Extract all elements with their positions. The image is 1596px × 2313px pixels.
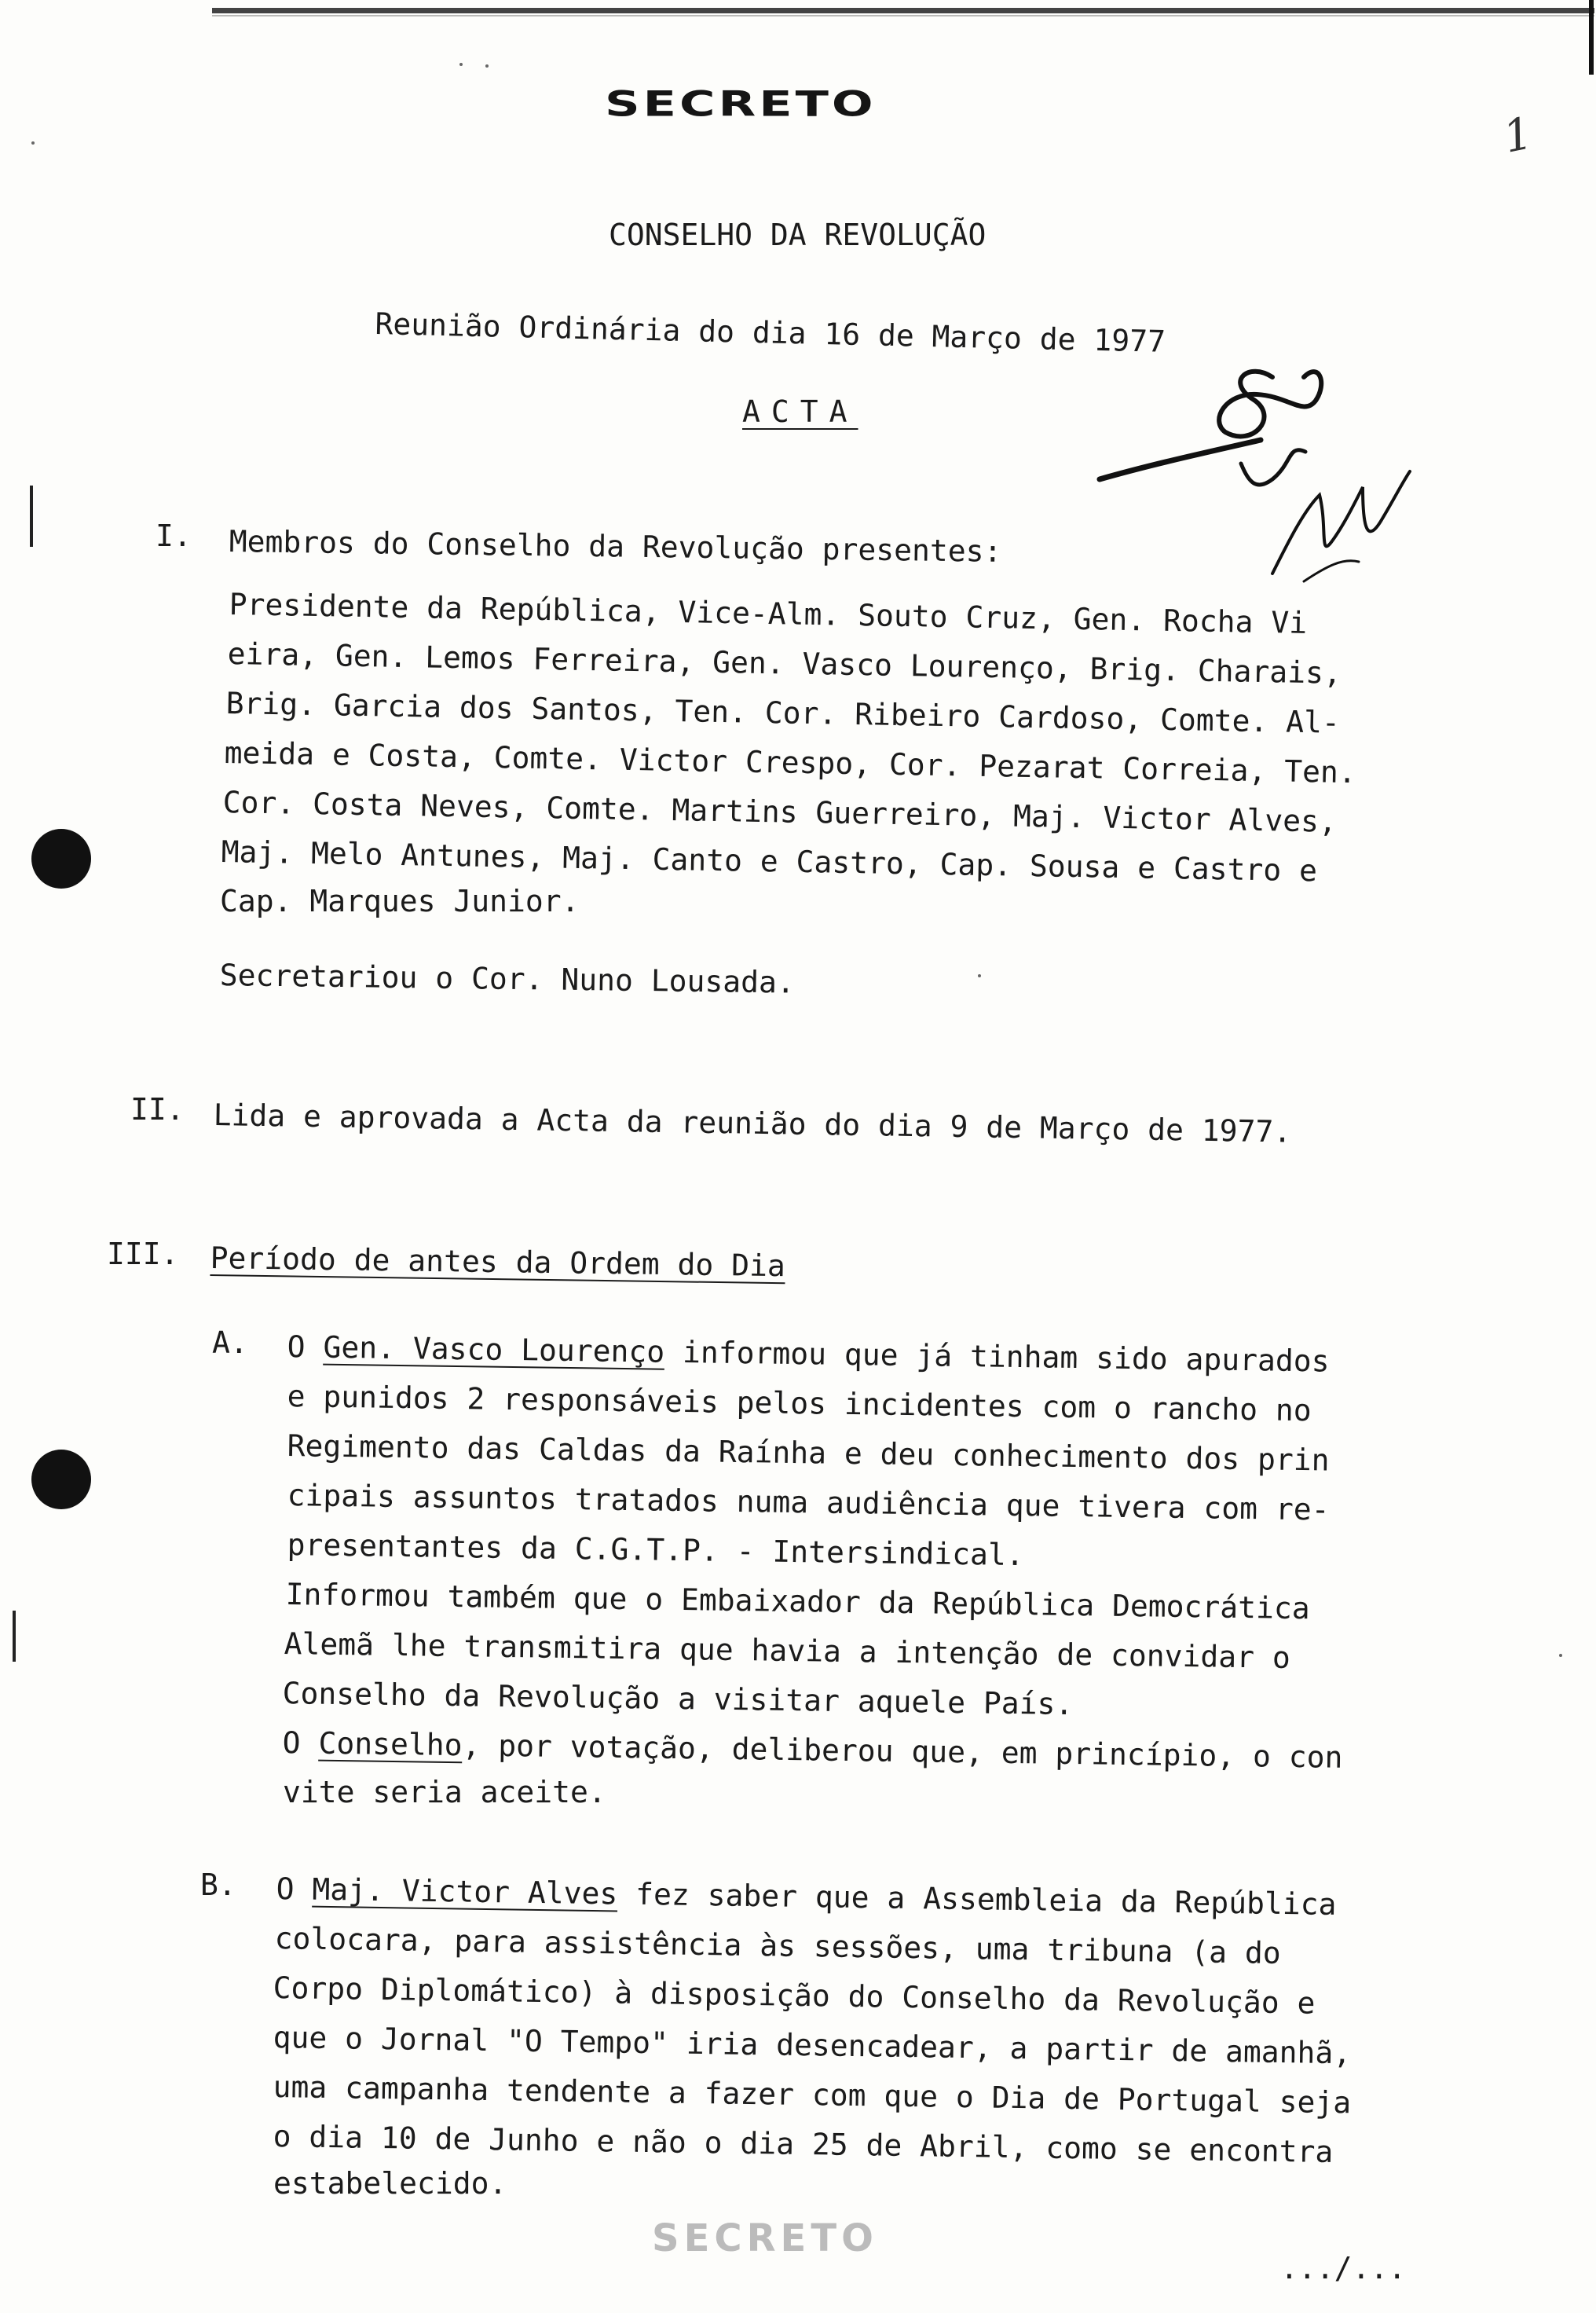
scan-speck <box>485 64 489 68</box>
speaker-name: Gen. Vasco Lourenço <box>323 1329 665 1369</box>
item-letter: A. <box>212 1325 248 1360</box>
margin-mark <box>30 486 33 547</box>
members-line: meida e Costa, Comte. Victor Crespo, Cor. Pezarat Correia, Ten. <box>224 735 1357 790</box>
members-line: Cap. Marques Junior. <box>220 884 580 918</box>
text-fragment: O <box>276 1871 313 1907</box>
item-a-line <box>287 1329 1330 1379</box>
margin-mark <box>13 1611 16 1662</box>
speaker-name: Maj. Victor Alves <box>312 1871 618 1912</box>
section-heading: Período de antes da Ordem do Dia <box>210 1241 786 1284</box>
members-line: Cor. Costa Neves, Comte. Martins Guerreiro, Maj. Victor Alves, <box>222 785 1338 839</box>
meeting-subtitle: Reunião Ordinária do dia 16 de Março de 1977 <box>375 306 1166 359</box>
item-a-line: Conselho da Revolução a visitar aquele País. <box>282 1676 1074 1722</box>
punch-hole <box>31 829 91 889</box>
scan-speck <box>1559 1654 1562 1657</box>
document-title: CONSELHO DA REVOLUÇÃO <box>609 218 987 252</box>
item-b-line: Corpo Diplomático) à disposição do Conselho da Revolução e <box>273 1970 1316 2021</box>
section-numeral: III. <box>107 1237 179 1271</box>
item-b-line: estabelecido. <box>273 2166 507 2201</box>
scan-edge-right <box>1589 0 1594 75</box>
item-b-line: uma campanha tendente a fazer com que o Dia de Portugal seja <box>273 2069 1352 2121</box>
approval-line: Lida e aprovada a Acta da reunião do dia 9 de Março de 1977. <box>213 1098 1292 1149</box>
text-fragment: O <box>287 1329 324 1365</box>
item-b-line <box>276 1871 1337 1923</box>
item-a-line: presentantes da C.G.T.P. - Intersindical. <box>287 1527 1024 1573</box>
text-fragment: , por votação, deliberou que, em princípio, o con <box>462 1728 1343 1775</box>
section-heading: Membros do Conselho da Revolução presentes: <box>229 524 1002 569</box>
item-a-line: Regimento das Caldas da Raínha e deu conhecimento dos prin <box>287 1428 1330 1478</box>
section-numeral: I. <box>156 519 192 553</box>
item-a-line: e punidos 2 responsáveis pelos incidentes com o rancho no <box>287 1379 1312 1428</box>
section-numeral: II. <box>130 1092 185 1127</box>
item-letter: B. <box>200 1868 236 1902</box>
text-fragment: fez saber que a Assembleia da República <box>617 1876 1337 1923</box>
members-line: eira, Gen. Lemos Ferreira, Gen. Vasco Lourenço, Brig. Charais, <box>227 636 1342 691</box>
item-a-line: Informou também que o Embaixador da República Democrática <box>285 1577 1310 1626</box>
item-b-line: colocara, para assistência às sessões, uma tribuna (a do <box>274 1921 1282 1971</box>
decision-subject: Conselho <box>318 1725 463 1763</box>
punch-hole <box>31 1450 91 1509</box>
continuation-mark: .../... <box>1280 2251 1407 2286</box>
item-a-line: vite seria aceite. <box>283 1775 606 1809</box>
scan-speck <box>31 141 35 145</box>
text-fragment: informou que já tinham sido apurados <box>664 1334 1330 1379</box>
scan-edge-top-shadow <box>212 15 1594 16</box>
item-a-line: Alemã lhe transmitira que havia a intenção de convidar o <box>284 1626 1291 1675</box>
classification-stamp: SECRETO <box>605 82 877 125</box>
scan-speck <box>978 974 981 977</box>
scan-speck <box>459 63 463 66</box>
item-a-line: cipais assuntos tratados numa audiência que tivera com re- <box>287 1478 1330 1527</box>
members-line: Brig. Garcia dos Santos, Ten. Cor. Ribeiro Cardoso, Comte. Al- <box>225 686 1341 740</box>
members-line: Maj. Melo Antunes, Maj. Canto e Castro, Cap. Sousa e Castro e <box>221 834 1318 889</box>
acta-heading: ACTA <box>742 394 858 429</box>
members-line: Presidente da República, Vice-Alm. Souto Cruz, Gen. Rocha Vi <box>229 587 1308 640</box>
item-a-decision <box>282 1725 1343 1775</box>
item-b-line: o dia 10 de Junho e não o dia 25 de Abril, como se encontra <box>273 2119 1334 2170</box>
text-fragment: O <box>282 1725 319 1761</box>
classification-stamp-faint: SECRETO <box>652 2216 878 2260</box>
secretary-line: Secretariou o Cor. Nuno Lousada. <box>219 958 796 1000</box>
handwritten-signature <box>1092 346 1422 597</box>
scan-edge-top <box>212 8 1594 13</box>
item-b-line: que o Jornal "O Tempo" iria desencadear, a partir de amanhã, <box>273 2020 1352 2071</box>
page-number: 1 <box>1499 108 1537 164</box>
